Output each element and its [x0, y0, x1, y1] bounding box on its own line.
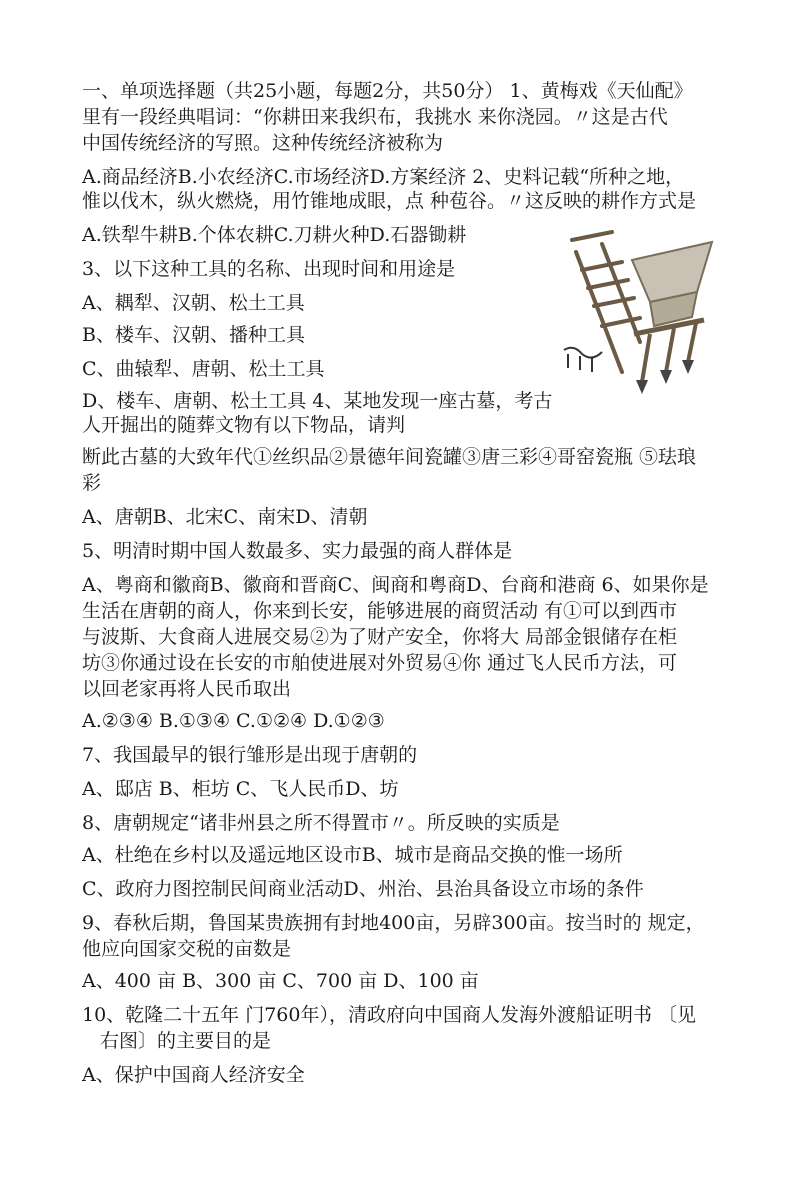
seed-drill-illustration	[562, 222, 722, 397]
text-line: A.铁犁牛耕B.个体农耕C.刀耕火种D.石器锄耕	[82, 224, 467, 246]
text-line: C、曲辕犁、唐朝、松土工具	[82, 358, 325, 380]
text-line: 右图〕的主要目的是	[100, 1030, 272, 1052]
text-line: A、杜绝在乡村以及遥远地区设市B、城市是商品交换的惟一场所	[82, 844, 623, 866]
text-line: 坊③你通过设在长安的市舶使进展对外贸易④你 通过飞人民币方法，可	[82, 652, 678, 674]
text-line: 彩	[82, 472, 102, 494]
text-line: 一、单项选择题（共25小题，每题2分，共50分） 1、黄梅戏《天仙配》	[82, 80, 693, 102]
text-line: 以回老家再将人民币取出	[82, 678, 292, 700]
text-line: 5、明清时期中国人数最多、实力最强的商人群体是	[82, 540, 513, 562]
text-line: 3、以下这种工具的名称、出现时间和用途是	[82, 258, 456, 280]
text-line: A.②③④ B.①③④ C.①②④ D.①②③	[82, 710, 385, 732]
text-line: A、唐朝B、北宋C、南宋D、清朝	[82, 506, 368, 528]
text-line: A、粤商和徽商B、徽商和晋商C、闽商和粤商D、台商和港商 6、如果你是	[82, 574, 709, 596]
text-line: A、邸店 B、柜坊 C、飞人民币D、坊	[82, 778, 399, 800]
text-line: 惟以伐木，纵火燃烧，用竹锥地成眼，点 种苞谷。〃这反映的耕作方式是	[82, 190, 697, 212]
text-line: 10、乾隆二十五年 门760年），清政府向中国商人发海外渡船证明书 〔见	[82, 1004, 697, 1026]
text-line: A、耦犁、汉朝、松土工具	[82, 292, 305, 314]
text-line: 生活在唐朝的商人，你来到长安，能够进展的商贸活动 有①可以到西市	[82, 600, 678, 622]
text-line: 断此古墓的大致年代①丝织品②景德年间瓷罐③唐三彩④哥窑瓷瓶 ⑤珐琅	[82, 446, 697, 468]
text-line: B、楼车、汉朝、播种工具	[82, 324, 305, 346]
text-line: 7、我国最早的银行雏形是出现于唐朝的	[82, 744, 418, 766]
text-line: D、楼车、唐朝、松土工具 4、某地发现一座古墓，考古	[82, 390, 553, 412]
text-line: 人开掘出的随葬文物有以下物品，请判	[82, 414, 406, 436]
text-line: 与波斯、大食商人进展交易②为了财产安全，你将大 局部金银储存在柜	[82, 626, 678, 648]
text-line: A.商品经济B.小农经济C.市场经济D.方案经济 2、史料记载“所种之地，	[82, 166, 685, 188]
text-line: C、政府力图控制民间商业活动D、州治、县治具备设立市场的条件	[82, 878, 644, 900]
text-line: A、400 亩 B、300 亩 C、700 亩 D、100 亩	[82, 970, 479, 992]
text-line: 里有一段经典唱词：“你耕田来我织布，我挑水 来你浇园。〃这是古代	[82, 106, 668, 128]
text-line: 9、春秋后期，鲁国某贵族拥有封地400亩，另辟300亩。按当时的 规定，	[82, 912, 705, 934]
text-line: A、保护中国商人经济安全	[82, 1064, 305, 1086]
text-line: 他应向国家交税的亩数是	[82, 938, 292, 960]
text-line: 中国传统经济的写照。这种传统经济被称为	[82, 132, 444, 154]
text-line: 8、唐朝规定“诸非州县之所不得置市〃。所反映的实质是	[82, 812, 560, 834]
